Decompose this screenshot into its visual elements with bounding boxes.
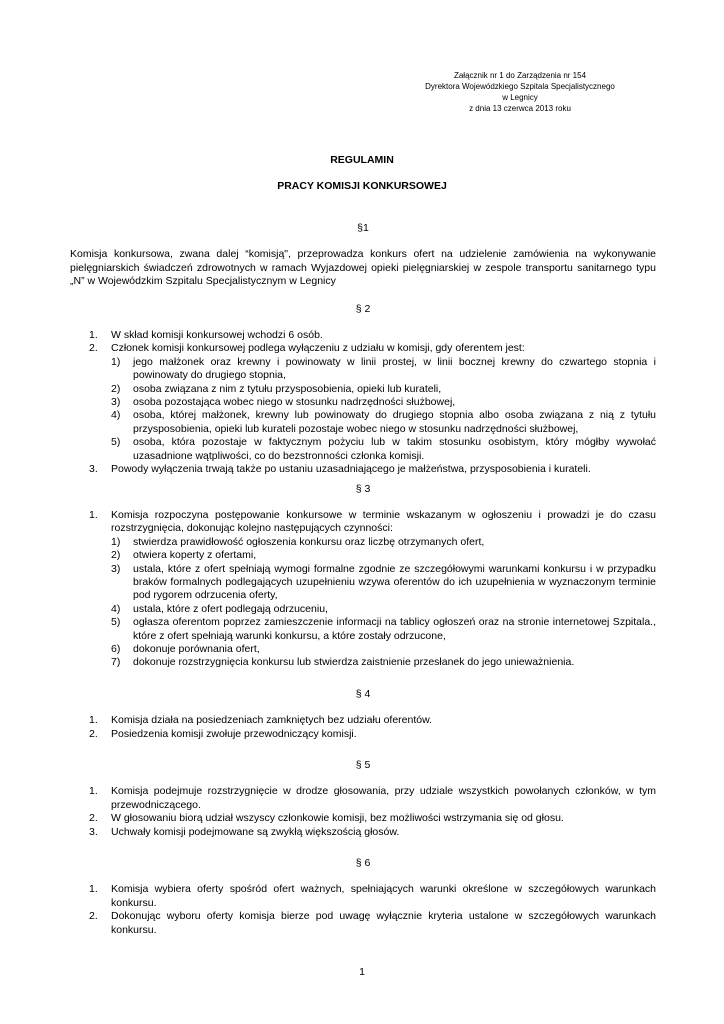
item-text: osoba pozostająca wobec niego w stosunku nadrzędności służbowej, xyxy=(133,396,456,409)
item-text: ustala, które z ofert podlegają odrzuceniu, xyxy=(133,602,328,615)
sublist-item xyxy=(111,563,656,603)
section-heading-3: § 3 xyxy=(355,482,371,495)
page-number: 1 xyxy=(359,966,365,978)
item-text: Dokonując wyboru oferty komisja bierze pod uwagę wyłącznie kryteria ustalone w szczegółowych warunkach konkursu. xyxy=(111,910,656,936)
section-3-sublist xyxy=(111,536,656,670)
sublist-item xyxy=(111,643,656,656)
item-text: W skład komisji konkursowej wchodzi 6 osób. xyxy=(111,329,323,342)
item-number: 2) xyxy=(111,382,121,395)
item-text: osoba związana z nim z tytułu przysposobienia, opieki lub kurateli, xyxy=(133,382,442,395)
item-text: ogłasza oferentom poprzez zamieszczenie informacji na tablicy ogłoszeń oraz na stronie internetowej Szpitala., które z ofert spełniają warunki konkursu, a które zostały odrzucone, xyxy=(133,616,656,642)
section-4-list xyxy=(70,714,656,741)
list-item xyxy=(70,883,656,910)
section-heading-5: § 5 xyxy=(355,759,371,771)
section-2-sublist xyxy=(111,356,656,463)
item-text: osoba, która pozostaje w faktycznym pożyciu lub w takim stosunku osobistym, który mógłby wywołać uzasadnione wątpliwości, co do bezstronności członka komisji. xyxy=(133,436,656,462)
sublist-item xyxy=(111,549,656,562)
sublist-item xyxy=(111,656,656,669)
section-1-paragraph: Komisja konkursowa, zwana dalej “komisją", przeprowadza konkurs ofert na udzielenie zamówienia na wykonywanie pielęgniarskich świadczeń zdrowotnych w ramach Wyjazdowej opieki pielęgniarskiej w zespole transportu sanitarnego typu „N” w Wojewódzkim Szpitalu Specjalistycznym w Legnicy xyxy=(70,248,656,288)
section-heading-2: § 2 xyxy=(355,302,371,315)
item-text: stwierdza prawidłowość ogłoszenia konkursu oraz liczbę otrzymanych ofert, xyxy=(133,535,485,548)
header-line: Dyrektora Wojewódzkiego Szpitala Specjalistycznego xyxy=(425,82,615,91)
section-6-list xyxy=(70,883,656,937)
sublist-item xyxy=(111,396,656,409)
item-text: Komisja działa na posiedzeniach zamkniętych bez udziału oferentów. xyxy=(111,714,433,727)
item-number: 2. xyxy=(89,812,98,825)
item-text: W głosowaniu biorą udział wszyscy członkowie komisji, bez możliwości wstrzymania się od głosu. xyxy=(111,812,564,825)
item-text: Komisja podejmuje rozstrzygnięcie w drodze głosowania, przy udziale wszystkich powołanych członków, w tym przewodniczącego. xyxy=(111,785,656,811)
item-number: 1) xyxy=(111,355,121,368)
list-item xyxy=(70,342,656,463)
list-item xyxy=(70,509,656,670)
item-text: Członek komisji konkursowej podlega wyłączeniu z udziału w komisji, gdy oferentem jest: xyxy=(111,342,525,355)
section-3-list xyxy=(70,509,656,670)
section-2-list xyxy=(70,329,656,476)
document-body xyxy=(70,222,656,943)
item-number: 5) xyxy=(111,436,121,449)
item-number: 5) xyxy=(111,616,121,629)
item-number: 1. xyxy=(89,714,98,727)
sublist-item xyxy=(111,383,656,396)
item-text: Komisja wybiera oferty spośród ofert ważnych, spełniających warunki określone w szczegółowych warunkach konkursu. xyxy=(111,883,656,909)
sublist-item xyxy=(111,356,656,383)
document-title: REGULAMIN xyxy=(330,154,394,166)
item-number: 2. xyxy=(89,910,98,923)
item-number: 2) xyxy=(111,549,121,562)
header-line: Załącznik nr 1 do Zarządzenia nr 154 xyxy=(453,71,587,80)
sublist-item xyxy=(111,536,656,549)
item-text: dokonuje porównania ofert, xyxy=(133,642,260,655)
item-text: dokonuje rozstrzygnięcia konkursu lub stwierdza zaistnienie przesłanek do jego unieważnienia. xyxy=(133,656,575,669)
list-item xyxy=(70,714,656,727)
item-text: Uchwały komisji podejmowane są zwykłą większością głosów. xyxy=(111,825,400,838)
item-text: Posiedzenia komisji zwołuje przewodniczący komisji. xyxy=(111,727,357,740)
item-text: otwiera koperty z ofertami, xyxy=(133,549,257,562)
list-item xyxy=(70,785,656,812)
list-item xyxy=(70,826,656,839)
sublist-item xyxy=(111,409,656,436)
sublist-item xyxy=(111,603,656,616)
item-number: 1. xyxy=(89,785,98,798)
item-number: 7) xyxy=(111,656,121,669)
item-text: Komisja rozpoczyna postępowanie konkursowe w terminie wskazanym w ogłoszeniu i prowadzi je do czasu rozstrzygnięcia, dokonując kolejno następujących czynności: xyxy=(111,508,656,535)
section-heading-1: §1 xyxy=(357,222,369,234)
item-number: 2. xyxy=(89,727,98,740)
item-number: 1. xyxy=(89,329,98,342)
item-number: 2. xyxy=(89,342,98,355)
item-number: 1. xyxy=(89,508,98,521)
item-number: 3) xyxy=(111,396,121,409)
item-text: osoba, której małżonek, krewny lub powinowaty do drugiego stopnia albo osoba związana z nią z tytułu przysposobienia, opieki lub kurateli pozostaje wobec niego w stosunku nadrzędności służbowej, xyxy=(133,409,656,435)
item-number: 3. xyxy=(89,463,98,476)
section-heading-6: § 6 xyxy=(355,857,371,870)
attachment-header xyxy=(380,70,660,114)
item-number: 4) xyxy=(111,602,121,615)
list-item xyxy=(70,728,656,741)
document-subtitle: PRACY KOMISJI KONKURSOWEJ xyxy=(277,180,447,192)
section-5-list xyxy=(70,785,656,839)
item-text: ustala, które z ofert spełniają wymogi formalne zgodnie ze szczegółowymi warunkami konkursu i w przypadku braków formalnych podlegających uzupełnieniu wzywa oferentów do ich uzupełnienia w wyznaczonym terminie pod rygorem odrzucenia oferty, xyxy=(133,562,656,602)
item-number: 1) xyxy=(111,535,121,548)
sublist-item xyxy=(111,436,656,463)
item-number: 6) xyxy=(111,642,121,655)
item-number: 1. xyxy=(89,883,98,896)
sublist-item xyxy=(111,616,656,643)
item-number: 3. xyxy=(89,825,98,838)
list-item xyxy=(70,463,656,476)
list-item xyxy=(70,329,656,342)
section-heading-4: § 4 xyxy=(355,687,371,700)
item-text: jego małżonek oraz krewny i powinowaty w linii prostej, w linii bocznej krewny do czwartego stopnia i powinowaty do drugiego stopnia, xyxy=(133,355,656,382)
item-text: Powody wyłączenia trwają także po ustaniu uzasadniającego je małżeństwa, przysposobienia i kurateli. xyxy=(111,463,591,476)
header-line: w Legnicy xyxy=(502,93,538,102)
list-item xyxy=(70,812,656,825)
item-number: 3) xyxy=(111,562,121,575)
list-item xyxy=(70,910,656,937)
item-number: 4) xyxy=(111,409,121,422)
header-line: z dnia 13 czerwca 2013 roku xyxy=(469,104,571,113)
